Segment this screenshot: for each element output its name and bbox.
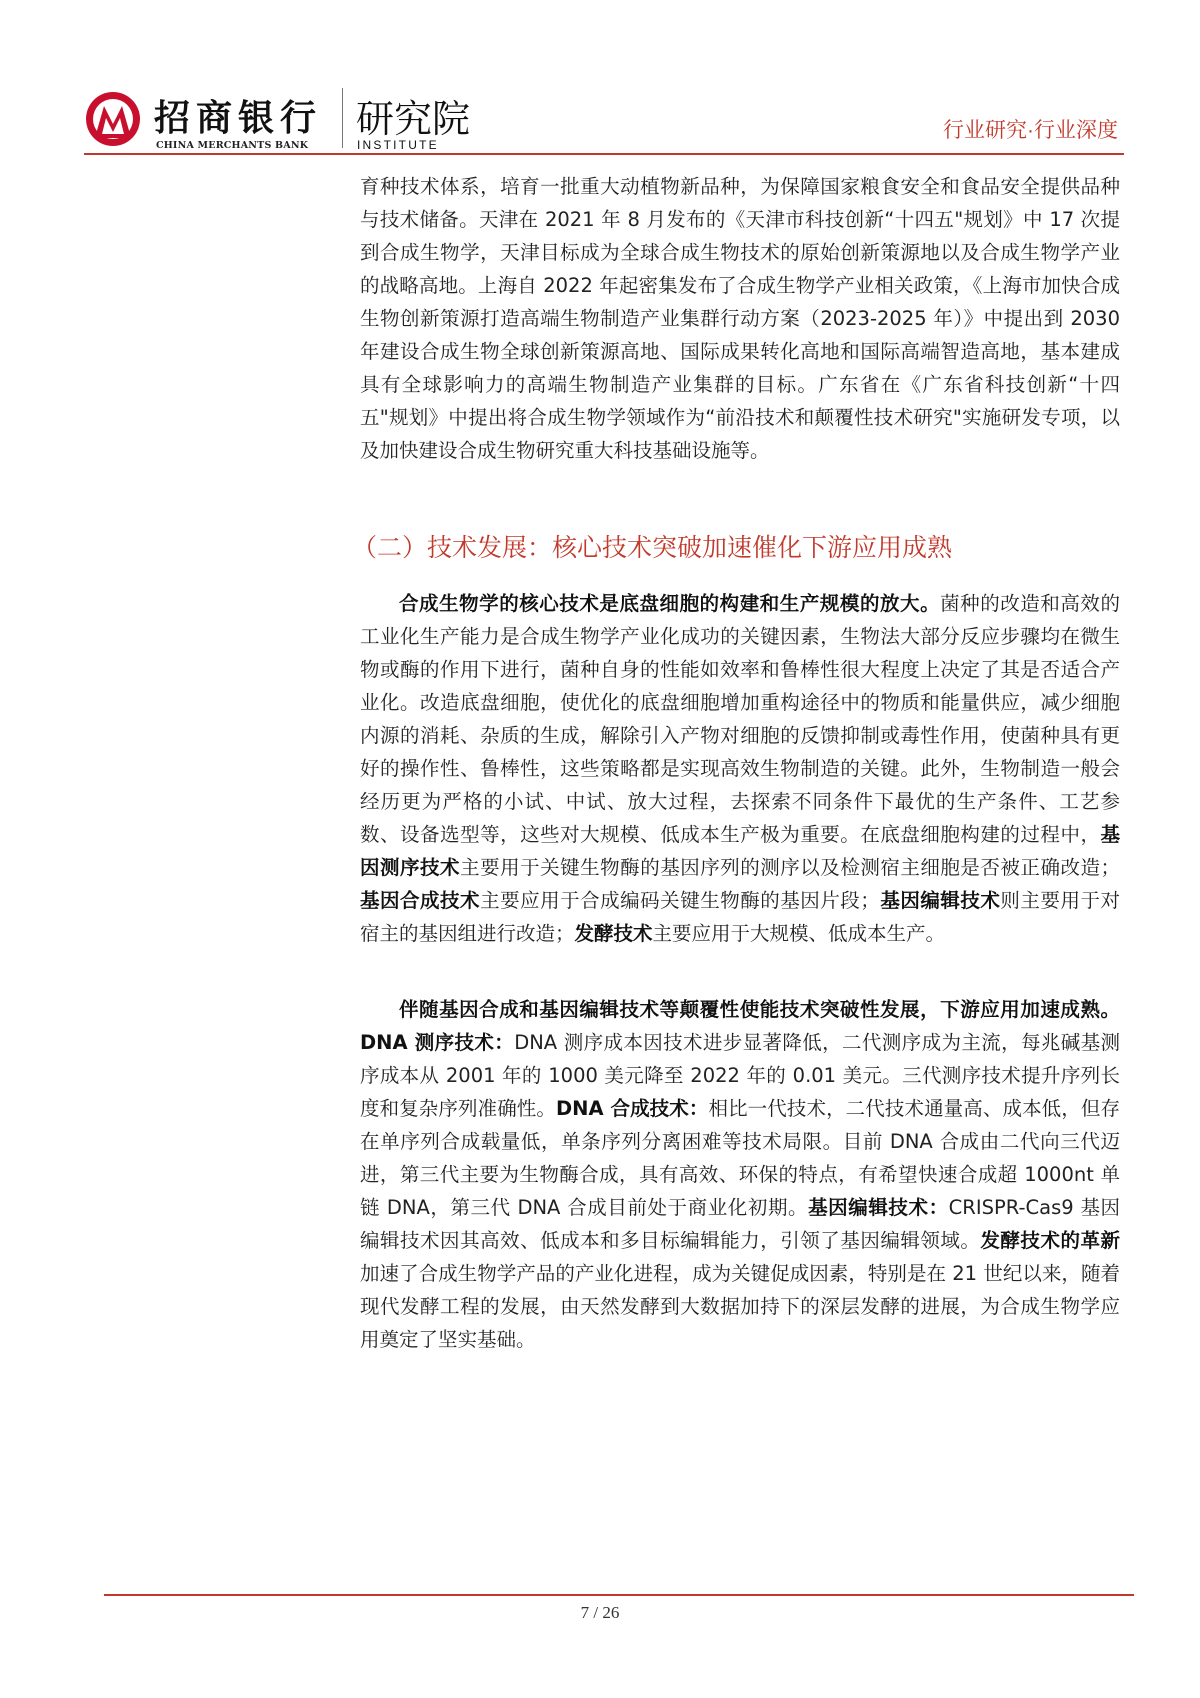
section-title: （二）技术发展：核心技术突破加速催化下游应用成熟 xyxy=(352,533,953,562)
paragraph-downstream xyxy=(360,993,1120,1356)
paragraph-text xyxy=(360,993,1120,1356)
footer-divider xyxy=(104,1594,1134,1596)
logo-divider xyxy=(342,88,343,148)
bold-term: 发酵技术 xyxy=(574,922,653,945)
text-run: 则主要用于对宿主的基因组进行改造； xyxy=(360,889,1120,945)
bold-lead: 合成生物学的核心技术是底盘细胞的构建和生产规模的放大。 xyxy=(399,592,941,615)
institute-chinese-name: 研究院 xyxy=(356,97,471,141)
text-run: 菌种的改造和高效的工业化生产能力是合成生物学产业化成功的关键因素，生物法大部分反应步骤均在微生物或酶的作用下进行，菌种自身的性能如效率和鲁棒性很大程度上决定了其是否适合产业化。改造底盘细胞，使优化的底盘细胞增加重构途径中的物质和能量供应，减少细胞内源的消耗、杂质的生成，解除引入产物对细胞的反馈抑制或毒性作用，使菌种具有更好的操作性、鲁棒性，这些策略都是实现高效生物制造的关键。此外，生物制造一般会经历更为严格的小试、中试、放大过程，去探索不同条件下最优的生产条件、工艺参数、设备选型等，这些对大规模、低成本生产极为重要。在底盘细胞构建的过程中， xyxy=(360,592,1120,846)
bold-lead: 伴随基因合成和基因编辑技术等颠覆性使能技术突破性发展，下游应用加速成熟。DNA 测序技术： xyxy=(360,998,1120,1054)
paragraph-text xyxy=(360,587,1120,950)
cmb-logo-icon xyxy=(84,90,142,148)
text-run: 主要应用于大规模、低成本生产。 xyxy=(652,922,946,945)
page-number: 7 / 26 xyxy=(580,1603,620,1622)
logo-english-name: CHINA MERCHANTS BANK xyxy=(156,140,309,151)
bold-term: 基因编辑技术 xyxy=(879,889,1001,912)
paragraph-text: 育种技术体系，培育一批重大动植物新品种，为保障国家粮食安全和食品安全提供品种与技术储备。天津在 2021 年 8 月发布的《天津市科技创新“十四五"规划》中 17 次提到合成生物学，天津目标成为全球合成生物技术的原始创新策源地以及合成生物学产业的战略高地。上海自 2022 年起密集发布了合成生物学产业相关政策，《上海市加快合成生物创新策源打造高端生物制造产业集群行动方案（2023-2025 年）》中提出到 2030 年建设合成生物全球创新策源高地、国际成果转化高地和国际高端智造高地，基本建成具有全球影响力的高端生物制造产业集群的目标。广东省在《广东省科技创新“十四五"规划》中提出将合成生物学领域作为“前沿技术和颠覆性技术研究"实施研发专项，以及加快建设合成生物研究重大科技基础设施等。 xyxy=(360,175,1120,462)
institute-english-name: INSTITUTE xyxy=(357,138,439,152)
bold-term: DNA 合成技术： xyxy=(556,1097,709,1120)
page-header xyxy=(84,86,1124,156)
text-run: 主要用于关键生物酶的基因序列的测序以及检测宿主细胞是否被正确改造； xyxy=(460,856,1120,879)
header-divider xyxy=(84,153,1124,155)
bold-term: 发酵技术的革新 xyxy=(980,1229,1120,1252)
report-type-label: 行业研究·行业深度 xyxy=(943,119,1118,142)
bold-term: 基因合成技术 xyxy=(360,889,481,912)
bold-term: 基因测序技术 xyxy=(360,823,1120,879)
text-run: DNA 测序成本因技术进步显著降低，二代测序成为主流，每兆碱基测序成本从 2001 年的 1000 美元降至 2022 年的 0.01 美元。三代测序技术提升序列长度和复杂序列准确性。 xyxy=(360,1031,1120,1120)
text-run: 相比一代技术，二代技术通量高、成本低，但存在单序列合成载量低，单条序列分离困难等技术局限。目前 DNA 合成由二代向三代迈进，第三代主要为生物酶合成，具有高效、环保的特点，有希望快速合成超 1000nt 单链 DNA，第三代 DNA 合成目前处于商业化初期。 xyxy=(360,1097,1120,1219)
text-run: 加速了合成生物学产品的产业化进程，成为关键促成因素，特别是在 21 世纪以来，随着现代发酵工程的发展，由天然发酵到大数据加持下的深层发酵的进展，为合成生物学应用奠定了坚实基础。 xyxy=(360,1262,1120,1351)
text-run: 主要应用于合成编码关键生物酶的基因片段； xyxy=(480,889,880,912)
logo-chinese-name: 招商银行 xyxy=(154,97,323,139)
paragraph-core-tech xyxy=(360,587,1120,950)
bold-term: 基因编辑技术： xyxy=(808,1196,949,1219)
text-run: CRISPR-Cas9 基因编辑技术因其高效、低成本和多目标编辑能力，引领了基因编辑领域。 xyxy=(360,1196,1120,1252)
paragraph-policy xyxy=(360,170,1120,467)
